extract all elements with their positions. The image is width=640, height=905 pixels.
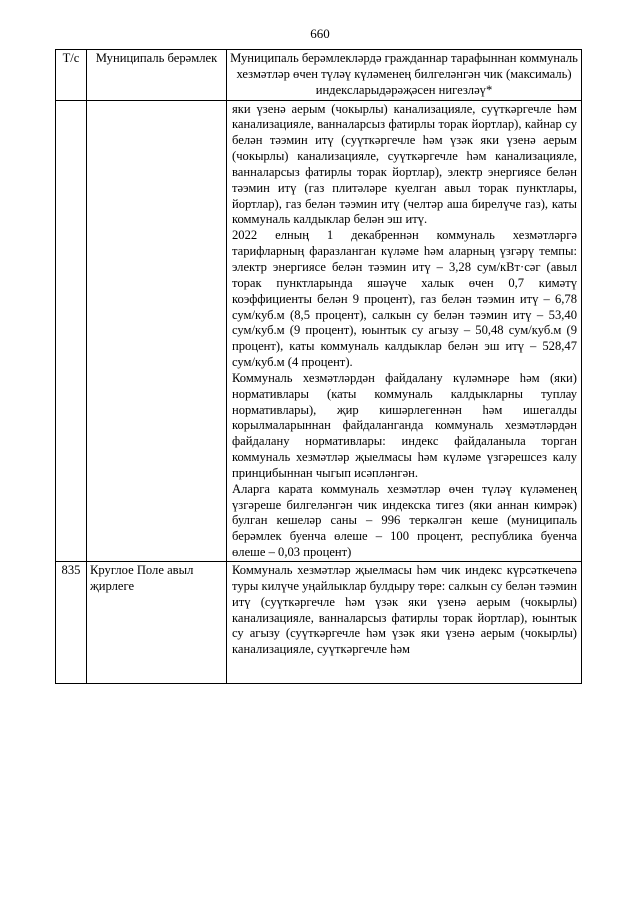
header-municipality: Муниципаль берәмлек	[87, 50, 227, 101]
indices-table	[55, 49, 582, 684]
description-paragraph: 2022 елның 1 декабреннән коммуналь хезмәтләргә тарифларның фаразланган күләме һәм аларның үзгәрү темпы: электр энергиясе белән тәэмин итү – 3,28 сум/кВт·сәг (авыл торак пунктларында яшәүче халык өчен 0,7 кимәтү коэффициенты белән 9 процент), газ белән тәэмин итү – 6,78 сум/куб.м (8,5 процент), салкын су белән тәэмин итү – 53,40 сум/куб.м (9 процент), юынтык су агызу – 50,48 сум/куб.м (9 процент), каты коммуналь калдыклар белән эш итү – 528,47 сум/куб.м (4 процент).	[232, 228, 577, 370]
row-municipality: Круглое Поле авыл җирлеге	[87, 562, 227, 684]
header-description: Муниципаль берәмлекләрдә гражданнар тарафыннан коммуналь хезмәтләр өчен түләү күләменең билгеләнгән чик (максималь) индексларыдәрәҗәсен нигезләү*	[227, 50, 582, 101]
table-row	[56, 100, 582, 561]
row-description	[227, 100, 582, 561]
row-municipality	[87, 100, 227, 561]
row-number	[56, 100, 87, 561]
table-header-row	[56, 50, 582, 101]
row-number: 835	[56, 562, 87, 684]
header-number: Т/с	[56, 50, 87, 101]
description-paragraph: яки үзенә аерым (чокырлы) канализацияле, суүткәргечле һәм канализацияле, ванналарсыз фатирлы торак йортлар), кайнар су белән тәэмин итү (суүткәргечле һәм үзәк яки үзенә аерым (чокырлы) канализацияле, суүткәргечле һәм канализацияле, ванналарсыз фатирлы торак йортлар), электр энергиясе белән тәэмин итү (газ плитәләре куелган авыл торак пунктлары, йортлар), газ белән тәэмин итү (челтәр аша бирелүче газ), каты коммуналь калдыклар белән эш итү.	[232, 101, 577, 227]
page-number: 660	[310, 26, 330, 41]
description-paragraph: Коммуналь хезмәтләрдән файдалану күләмнәре һәм (яки) нормативлары (каты коммуналь калдыкларны туплау нормативлары), җир кишәрлегеннән һәм ишегалды корылмаларыннан файдаланганда коммуналь хезмәтләрдән файдалану нормативлары: индекс файдаланыла торган коммуналь хезмәтләр җыелмасы һәм күләме үзгәрешсез калу принцибыннан чыгып исәпләнгән.	[232, 370, 577, 480]
row-description	[227, 562, 582, 684]
description-paragraph: Аларга карата коммуналь хезмәтләр өчен түләү күләменең үзгәреше билгеләнгән чик индекска тигез (яки аннан кимрәк) булган кешеләр саны – 996 теркәлгән кеше (муниципаль берәмлек буенча өлеше – 100 процент, республика буенча өлеше – 0,03 процент)	[232, 481, 577, 560]
description-paragraph: Коммуналь хезмәтләр җыелмасы һәм чик индекс күрсәткечenә туры килүче уңайлыклар булдыру төре: салкын су белән тәэмин итү (суүткәргечле һәм үзәк яки үзенә аерым (чокырлы) канализацияле, ванналарсыз фатирлы торак йортлар), юынтык су агызу (суүткәргечле һәм үзәк яки үзенә аерым (чокырлы) канализацияле, суүткәргечле һәм	[232, 563, 577, 657]
table-row	[56, 562, 582, 684]
